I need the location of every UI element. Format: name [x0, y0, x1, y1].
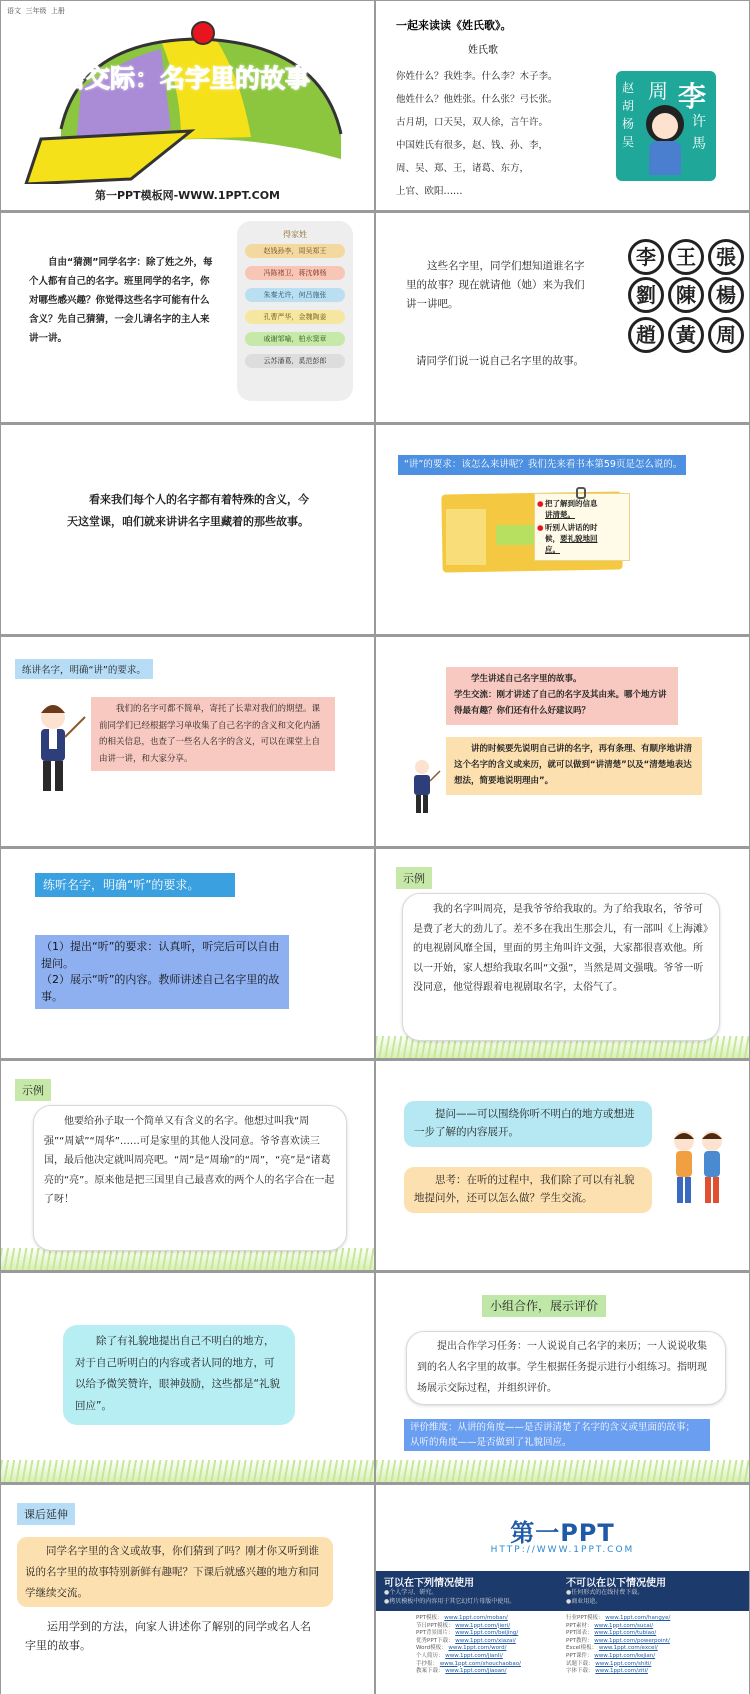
section-tag: 课后延伸: [17, 1503, 75, 1525]
cap-illustration: [21, 19, 351, 184]
calligraphy-char: 王: [668, 239, 704, 275]
link[interactable]: www.1ppt.com/tubiao/: [594, 1630, 657, 1637]
poem-line: 你姓什么？我姓李。什么李？木子李。: [396, 71, 558, 82]
logo-url: HTTP://WWW.1PPT.COM: [490, 1545, 635, 1555]
link[interactable]: www.1ppt.com/ziti/: [595, 1668, 648, 1675]
usage-panel: 可以在下列情况使用 ●个人学习、研究。 ●拷贝模板中的内容用于其它幻灯片母版中使用。 不可以在以下情况使用 ●任何形式的在线付费下载。 ●商业用途。: [376, 1571, 749, 1611]
footer-text: 第一PPT模板网-WWW.1PPT.COM: [94, 189, 281, 202]
calligraphy-char: 張: [708, 239, 744, 275]
slide-4-name-stories[interactable]: [376, 213, 749, 422]
slide-5-intro[interactable]: [1, 425, 374, 634]
link[interactable]: www.1ppt.com/word/: [448, 1645, 507, 1652]
link[interactable]: www.1ppt.com/excel/: [598, 1645, 658, 1652]
poem-line: 上官、欧阳……: [396, 186, 463, 197]
calligraphy-char: 黃: [668, 317, 704, 353]
book-cover-image: 赵 胡 杨 吴 周 李 许 馬: [616, 71, 716, 181]
teacher-figure: [31, 697, 91, 797]
slide-1-title[interactable]: [1, 1, 374, 210]
example-text: 我的名字叫周亮，是我爷爷给我取的。为了给我取名，爷爷可是费了老大的劲儿了。差不多在我出生那会儿，有一部叫《上海滩》的电视剧风靡全国，里面的男主角叫许文强，大家都很喜欢他。所以一开始，家人想给我取名叫“文强”，当然是周文强哦。爷爷一听没同意，他觉得跟着电视剧取名字，太俗气了。: [413, 904, 708, 993]
section-title: 小组合作，展示评价: [482, 1295, 606, 1317]
slide-15-extension[interactable]: [1, 1485, 374, 1694]
slide-9-listen-requirements[interactable]: [1, 849, 374, 1058]
folder-tab: [446, 509, 486, 565]
tip-box: 讲的时候要先说明自己讲的名字，再有条理、有顺序地讲清这个名字的含义或来历，就可以做到“讲清楚”以及“清楚地表达想法，简要地说明理由”。: [446, 737, 702, 795]
link[interactable]: www.1ppt.com/shouchaobao/: [439, 1660, 522, 1667]
calligraphy-char: 楊: [708, 277, 744, 313]
teacher-figure: [408, 757, 442, 817]
slide-10-example-1[interactable]: [376, 849, 749, 1058]
girl-face: [652, 113, 678, 139]
grass-decoration: [376, 1460, 749, 1482]
slide-13-polite-response[interactable]: [1, 1273, 374, 1482]
section-tag: 练讲名字，明确“讲”的要求。: [15, 659, 153, 679]
grass-decoration: [1, 1460, 374, 1482]
slide-7-speak-names[interactable]: [1, 637, 374, 846]
slide-title: 口语交际：名字里的故事: [35, 64, 311, 93]
poem-line: 古月胡，口天吴，双人徐，言午许。: [396, 117, 549, 128]
poem-lines: [396, 65, 558, 203]
response-box: 除了有礼貌地提出自己不明白的地方，对于自己听明白的内容或者认同的地方，可以给予微笑赞许，眼神鼓励，这些都是“礼貌回应”。: [63, 1325, 295, 1425]
calligraphy-char: 劉: [628, 277, 664, 313]
requirement-line: （1）提出“听”的要求：认真听，听完后可以自由提问。: [41, 940, 280, 970]
body-text-2: 请同学们说一说自己名字里的故事。: [416, 355, 584, 367]
task-box: 学生讲述自己名字里的故事。 学生交流：刚才讲述了自己的名字及其由来。哪个地方讲得最有趣？你们还有什么好建议吗？: [446, 667, 678, 725]
section-title: 练听名字，明确“听”的要求。: [35, 873, 235, 897]
homework-text: 运用学到的方法，向家人讲述你了解别的同学或名人名字里的故事。: [25, 1620, 311, 1652]
link[interactable]: www.1ppt.com/kejian/: [594, 1652, 656, 1659]
header-small: 语文 三年级 上册: [7, 7, 65, 15]
poem-title: 姓氏歌: [468, 45, 498, 56]
link[interactable]: www.1ppt.com/hangye/: [605, 1615, 671, 1621]
calligraphy-char: 陳: [668, 277, 704, 313]
link[interactable]: www.1ppt.com/powerpoint/: [594, 1637, 670, 1644]
link[interactable]: www.1ppt.com/shiti/: [595, 1660, 652, 1667]
body-text: 自由“猜测”同学名字：除了姓之外，每个人都有自己的名字。班里同学的名字，你对哪些感兴趣？你觉得这些名字可能有什么含义？先自己猜猜，一会儿请名字的主人来讲一讲。: [29, 257, 213, 344]
poem-line: 他姓什么？他姓张。什么张？弓长张。: [396, 94, 558, 105]
note-paper: ● 把了解到的信息 讲清楚。 ● 听别人讲话的时 候，要礼貌地回 应。: [534, 493, 630, 561]
example-tag: 示例: [15, 1079, 51, 1101]
poem-line: 中国姓氏有很多，赵、钱、孙、李，: [396, 140, 549, 151]
slide-12-asking[interactable]: [376, 1061, 749, 1270]
body-text-1: 这些名字里，同学们想知道谁名字里的故事？现在就请他（她）来为我们讲一讲吧。: [406, 260, 585, 310]
heading: 一起来读读《姓氏歌》。: [396, 19, 512, 32]
link[interactable]: www.1ppt.com/jianli/: [445, 1652, 503, 1659]
calligraphy-char: 李: [628, 239, 664, 275]
think-box: 思考：在听的过程中，我们除了可以有礼貌地提问外，还可以怎么做？学生交流。: [404, 1167, 652, 1213]
question-box: 提问——可以围绕你听不明白的地方或想进一步了解的内容展开。: [404, 1101, 652, 1147]
slide-14-group-work[interactable]: [376, 1273, 749, 1482]
children-figures: [668, 1125, 730, 1215]
girl-body: [649, 141, 681, 175]
body-text: 看来我们每个人的名字都有着特殊的含义，今天这堂课，咱们就来讲讲名字里藏着的那些故事。: [67, 493, 309, 528]
link[interactable]: www.1ppt.com/jiaoan/: [445, 1668, 507, 1675]
logo-text: 第一PPT: [510, 1519, 615, 1547]
poem-line: 周、吴、郑、王，诸葛、东方，: [396, 163, 530, 174]
slide-8-student-speaking[interactable]: [376, 637, 749, 846]
link[interactable]: www.1ppt.com/beijing/: [455, 1630, 519, 1637]
links-left: PPT模板： www.1ppt.com/moban/ 节日PPT模板： www.1ppt.com/jieri/ PPT背景图片： www.1ppt.com/beijing/ 优秀PPT下载： www.1ppt.com/xiazai/ Word模板： www.1ppt.com/word/ 个人简历： www.1ppt.com/jianli/ 手抄报： www.1ppt.com/shouchaobao/ 教案下载： www.1ppt.com/jiaoan/: [416, 1615, 522, 1675]
slide-2-surname-song[interactable]: [376, 1, 749, 210]
calligraphy-char: 周: [708, 317, 744, 353]
grass-decoration: [1, 1248, 374, 1270]
extension-box: 同学名字里的含义或故事，你们猜到了吗？刚才你又听到谁说的名字里的故事特别新鲜有趣呢？下课后就感兴趣的地方和同学继续交流。: [17, 1537, 333, 1607]
requirement-banner: “讲”的要求：该怎么来讲呢？我们先来看书本第59页是怎么说的。: [398, 455, 686, 475]
example-text: 他要给孙子取一个简单又有含义的名字。他想过叫我“周强”“周斌”“周华”……可是家里的其他人没同意。爷爷喜欢读三国，最后他决定就叫周亮吧。“周”是“周瑜”的“周”，“亮”是“诸葛亮的“亮”。原来他是把三国里自己最喜欢的两个人的名字合在一起了呀！: [44, 1116, 335, 1205]
slide-16-credits[interactable]: [376, 1485, 749, 1694]
slide-11-example-2[interactable]: [1, 1061, 374, 1270]
info-box: 我们的名字可都不简单，寄托了长辈对我们的期望。课前同学们已经根据学习单收集了自己名字的含义和文化内涵的相关信息，也查了一些名人名字的含义，可以在课堂上自由讲一讲，和大家分享。: [91, 697, 335, 771]
links-right: 行业PPT模板： www.1ppt.com/hangye/ PPT素材： www.1ppt.com/sucai/ PPT图表： www.1ppt.com/tubiao/ PPT教程： www.1ppt.com/powerpoint/ Excel模板： www.1ppt.com/excel/ PPT课件： www.1ppt.com/kejian/ 试题下载： www.1ppt.com/shiti/ 字体下载： www.1ppt.com/ziti/: [566, 1615, 671, 1675]
evaluation-box: 评价维度：从讲的角度——是否讲清楚了名字的含义或里面的故事；从听的角度——是否做到了礼貌回应。: [404, 1419, 710, 1451]
clip-icon: [576, 487, 586, 499]
sticky-note: [496, 525, 536, 545]
example-tag: 示例: [396, 867, 432, 889]
requirement-line: （2）展示“听”的内容。教师讲述自己名字里的故事。: [41, 973, 280, 1003]
link[interactable]: www.1ppt.com/xiazai/: [455, 1637, 516, 1644]
slide-3-guess-names[interactable]: [1, 213, 374, 422]
speech-bubble: [33, 1105, 347, 1251]
link[interactable]: www.1ppt.com/moban/: [444, 1615, 508, 1621]
speech-bubble: [402, 893, 720, 1041]
link[interactable]: www.1ppt.com/sucai/: [594, 1622, 654, 1629]
calligraphy-char: 趙: [628, 317, 664, 353]
surname-card: 得家姓 赵钱孙李，周吴郑王 冯陈褚卫，蒋沈韩杨 朱秦尤许，何吕施张 孔曹严华，金魏陶姜 戚谢邹喻，柏水窦章 云苏潘葛，奚范彭郎: [237, 221, 353, 401]
task-bubble: 提出合作学习任务：一人说说自己名字的来历；一人说说收集到的名人名字里的故事。学生根据任务提示进行小组练习。指明现场展示交际过程，并组织评价。: [406, 1331, 726, 1405]
slide-6-speak-requirements[interactable]: [376, 425, 749, 634]
link[interactable]: www.1ppt.com/jieri/: [455, 1622, 511, 1629]
requirement-box: [35, 935, 289, 1009]
